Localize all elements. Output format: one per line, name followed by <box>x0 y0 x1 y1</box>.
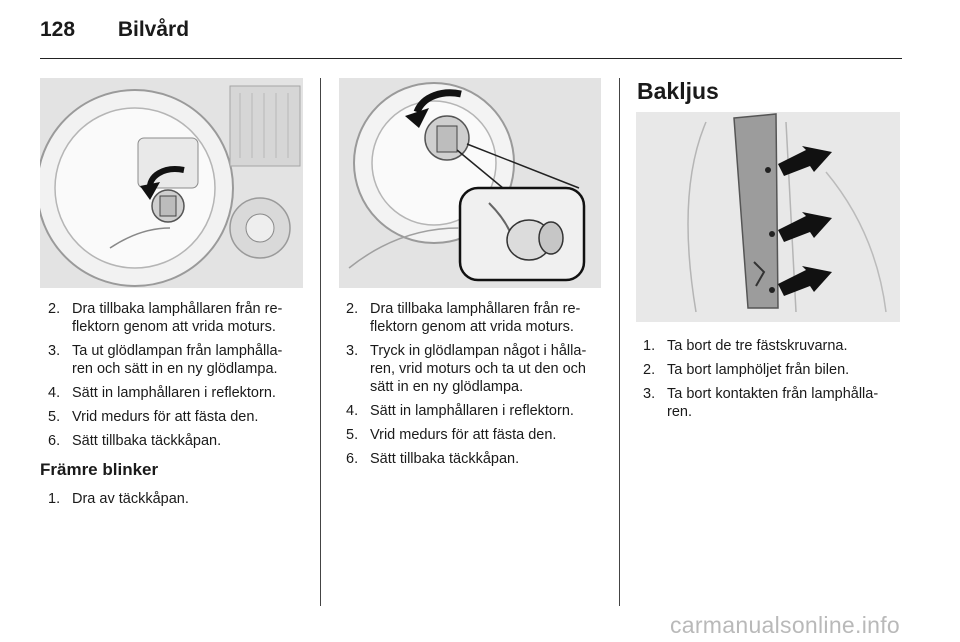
step-text: Ta bort lamphöljet från bilen. <box>667 362 850 378</box>
step-number: 4. <box>346 403 359 419</box>
bulb-removal-illustration <box>339 78 601 288</box>
step-number: 3. <box>643 386 656 402</box>
list-item <box>346 402 608 420</box>
list-item <box>48 384 308 402</box>
list-item <box>48 342 308 378</box>
step-text: Dra tillbaka lamphållaren från re- flektorn genom att vrida moturs. <box>370 301 581 335</box>
step-number: 5. <box>48 409 61 425</box>
list-item <box>643 361 905 379</box>
tail-light-screws-illustration <box>636 112 900 322</box>
list-item <box>346 300 608 336</box>
header-rule <box>40 58 902 59</box>
step-number: 6. <box>48 433 61 449</box>
step-number: 3. <box>48 343 61 359</box>
list-item <box>48 432 308 450</box>
list-item <box>643 337 905 355</box>
chapter-title: Bilvård <box>117 18 190 41</box>
watermark: carmanualsonline.info <box>669 612 900 638</box>
sub-step-list <box>48 490 308 514</box>
headlamp-holder-illustration <box>40 78 303 288</box>
step-text: Vrid medurs för att fästa den. <box>370 427 557 443</box>
list-item <box>346 426 608 444</box>
column-divider <box>320 78 321 606</box>
step-text: Sätt tillbaka täckkåpan. <box>72 433 222 449</box>
step-number: 1. <box>643 338 656 354</box>
step-text: Vrid medurs för att fästa den. <box>72 409 259 425</box>
page-number: 128 <box>40 18 76 41</box>
step-number: 6. <box>346 451 359 467</box>
step-text: Sätt in lamphållaren i reflektorn. <box>370 403 574 419</box>
step-number: 2. <box>346 301 359 317</box>
step-text: Tryck in glödlampan något i hålla- ren, vrid moturs och ta ut den och sätt in en ny glödlampa. <box>370 343 587 395</box>
list-item <box>48 408 308 426</box>
step-text: Ta ut glödlampan från lamphålla- ren och sätt in en ny glödlampa. <box>72 343 283 377</box>
step-text: Ta bort kontakten från lamphålla- ren. <box>667 386 879 420</box>
step-text: Dra tillbaka lamphållaren från re- flektorn genom att vrida moturs. <box>72 301 283 335</box>
step-number: 2. <box>643 362 656 378</box>
list-item <box>48 300 308 336</box>
page-header <box>40 18 189 42</box>
step-number: 4. <box>48 385 61 401</box>
step-text: Sätt in lamphållaren i reflektorn. <box>72 385 276 401</box>
column-divider <box>619 78 620 606</box>
step-text: Dra av täckkåpan. <box>72 491 189 507</box>
subsection-heading: Främre blinker <box>40 460 159 479</box>
step-text: Ta bort de tre fästskruvarna. <box>667 338 848 354</box>
step-list <box>346 300 608 474</box>
step-number: 3. <box>346 343 359 359</box>
step-text: Sätt tillbaka täckkåpan. <box>370 451 520 467</box>
step-number: 2. <box>48 301 61 317</box>
step-list <box>48 300 308 456</box>
section-title: Bakljus <box>637 78 719 104</box>
list-item <box>346 342 608 396</box>
list-item <box>643 385 905 421</box>
step-list <box>643 337 905 427</box>
list-item <box>48 490 308 508</box>
list-item <box>346 450 608 468</box>
step-number: 1. <box>48 491 61 507</box>
step-number: 5. <box>346 427 359 443</box>
